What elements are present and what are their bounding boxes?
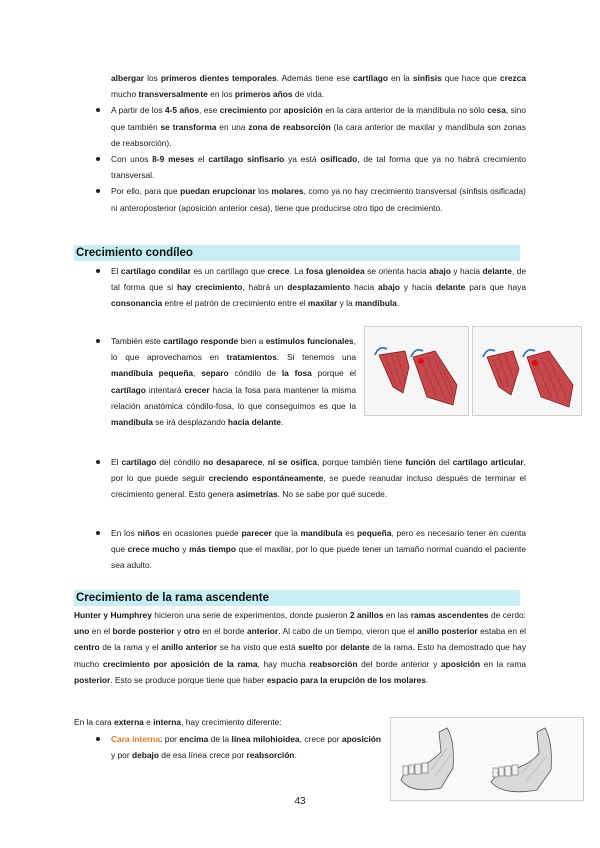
page-number: 43: [294, 796, 306, 807]
mandible-muscle-diagram: [365, 327, 468, 415]
list-item: El cartílago del cóndilo no desaparece, ni se osifica, porque también tiene función del cartílago articular, por lo que puede seguir creciendo espontáneamente, se puede reanudar incluso después de terminar el crecimiento general. Esto genera asimetrías. No se sabe por qué sucede.: [91, 454, 526, 503]
condyle-illustration-right: [472, 326, 582, 416]
section-heading-crecimiento-condileo: Crecimiento condíleo: [74, 245, 520, 261]
faces-paragraph: En la cara externa e interna, hay crecimiento diferente:: [74, 717, 282, 727]
mandible-muscle-diagram: [473, 327, 581, 415]
condyle-bullet-list-2: [91, 333, 356, 430]
list-item: En los niños en ocasiones puede parecer que la mandíbula es pequeña, pero es necesario tener en cuenta que crece mucho y más tiempo que el maxilar, por lo que puede tener un tamaño normal cuando el paciente sea adulto.: [91, 525, 526, 574]
mandible-diagram: [391, 718, 583, 800]
mandible-illustration: [390, 717, 584, 801]
condyle-illustration-left: [364, 326, 469, 416]
intro-block: [91, 70, 526, 216]
condyle-bullet-list-1: [91, 263, 526, 312]
faces-bullet-list: [91, 731, 381, 763]
condyle-bullet-list-3: [91, 454, 526, 503]
condyle-bullet-list-4: [91, 525, 526, 574]
intro-paragraph: albergar los primeros dientes temporales. Además tiene ese cartílago en la sínfisis que hace que crezca mucho transversalmente en los primeros años de vida.: [111, 73, 526, 100]
list-item: También este cartílago responde bien a estímulos funcionales, lo que aprovechamos en tratamientos. Si tenemos una mandíbula pequeña, separo cóndilo de la fosa porque el cartílago intentará crecer hacia la fosa para mantener la misma relación anatómica cóndilo-fosa, lo que conseguimos es que la mandíbula se irá desplazando hacia delante.: [91, 333, 356, 430]
list-item: A partir de los 4-5 años, ese crecimiento por aposición en la cara anterior de la mandíbula no sólo cesa, sino que también se transforma en una zona de reabsorción (la cara anterior de maxilar y mandíbula son zonas de reabsorción).: [91, 102, 526, 151]
section-heading-rama-ascendente: Crecimiento de la rama ascendente: [74, 590, 520, 606]
hunter-humphrey-paragraph: Hunter y Humphrey hicieron una serie de experimentos, donde pusieron 2 anillos en las ramas ascendentes de cerdo: uno en el borde posterior y otro en el borde anterior. Al cabo de un tiempo, vieron que el anillo posterior estaba en el centro de la rama y el anillo anterior se ha visto que está suelto por delante de la rama. Esto ha demostrado que hay mucho crecimiento por aposición de la rama, hay mucha reabsorción del borde anterior y aposición en la rama posterior. Esto se produce porque tiene que haber espacio para la erupción de los molares.: [74, 610, 527, 685]
list-item: El cartílago condilar es un cartílago que crece. La fosa glenoidea se orienta hacia abajo y hacia delante, de tal forma que si hay crecimiento, habrá un desplazamiento hacia abajo y hacia delante para que haya consonancia entre el patrón de crecimiento entre el maxilar y la mandíbula.: [91, 263, 526, 312]
list-item: Con unos 8-9 meses el cartílago sinfisario ya está osificado, de tal forma que ya no habrá crecimiento transversal.: [91, 151, 526, 183]
intro-bullet-list: [91, 102, 526, 215]
list-item: Cara interna: por encima de la línea milohioidea, crece por aposición y por debajo de esa línea crece por reabsorción.: [91, 731, 381, 763]
list-item: Por ello, para que puedan erupcionar los molares, como ya no hay crecimiento transversal (sínfisis osificada) ni anteroposterior (aposición anterior cesa), tiene que producirse otro tipo de crecimiento.: [91, 183, 526, 215]
